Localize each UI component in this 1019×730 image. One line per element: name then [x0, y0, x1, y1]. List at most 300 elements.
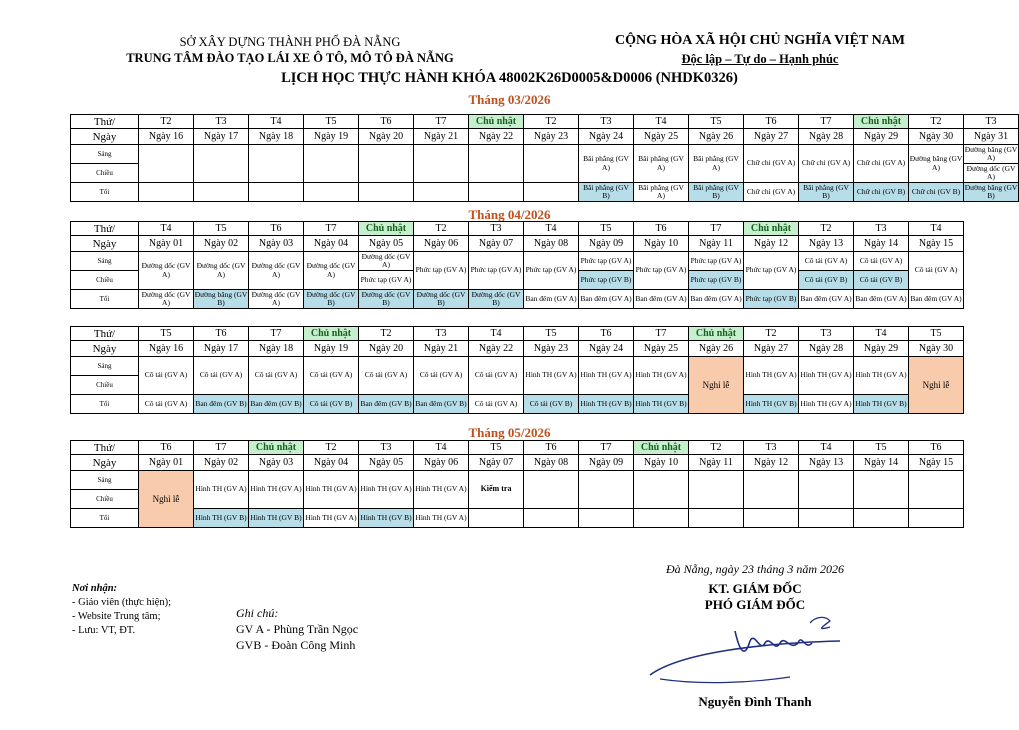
weekday-header: T6 — [249, 222, 304, 236]
session-evening-cell — [689, 509, 744, 528]
weekday-header: T3 — [194, 115, 249, 129]
weekday-header: T6 — [359, 115, 414, 129]
empty-spacer — [964, 252, 1019, 271]
session-day-cell — [854, 471, 909, 509]
weekday-header: T6 — [744, 115, 799, 129]
date-header: Ngày 25 — [634, 341, 689, 357]
date-header: Ngày 11 — [689, 455, 744, 471]
session-day-cell — [524, 471, 579, 509]
weekday-header: T3 — [854, 222, 909, 236]
session-evening-cell — [469, 509, 524, 528]
session-day-cell: Hình TH (GV A) — [359, 471, 414, 509]
empty-spacer — [964, 455, 1019, 471]
weekday-header: T2 — [524, 115, 579, 129]
session-day-cell: Hình TH (GV A) — [194, 471, 249, 509]
date-header: Ngày 13 — [799, 236, 854, 252]
session-morning-cell: Đường băng (GV A) — [964, 144, 1018, 162]
month-title: Tháng 04/2026 — [468, 207, 551, 222]
row-label-chieu: Chiều — [71, 164, 139, 183]
session-day-cell: Chữ chi (GV A) — [799, 145, 854, 183]
session-day-cell: Bãi phẳng (GV A) — [634, 145, 689, 183]
date-header: Ngày 26 — [689, 341, 744, 357]
session-evening-cell: Chữ chi (GV A) — [744, 183, 799, 202]
empty-spacer — [964, 327, 1019, 341]
weekday-header: T2 — [139, 115, 194, 129]
sign-role-1: KT. GIÁM ĐỐC — [708, 581, 802, 596]
session-morning-cell: Cô tải (GV A) — [799, 252, 854, 271]
empty-spacer — [964, 271, 1019, 290]
session-evening-cell — [524, 509, 579, 528]
row-label-thu: Thứ/ — [71, 327, 139, 341]
sunday-label: Chủ nhật — [365, 223, 407, 234]
date-header: Ngày 07 — [469, 455, 524, 471]
session-evening-cell: Ban đêm (GV A) — [634, 290, 689, 309]
national-title: CỘNG HÒA XÃ HỘI CHỦ NGHĨA VIỆT NAM — [614, 33, 905, 48]
date-header: Ngày 20 — [359, 341, 414, 357]
empty-spacer — [964, 471, 1019, 490]
session-evening-cell: Cô tải (GV B) — [304, 395, 359, 414]
session-evening-cell: Đường dốc (GV A) — [139, 290, 194, 309]
sunday-label: Chủ nhật — [310, 328, 352, 339]
session-evening-cell — [194, 183, 249, 202]
weekday-header: T4 — [414, 441, 469, 455]
weekday-header: T5 — [139, 327, 194, 341]
session-evening-cell: Đường dốc (GV B) — [304, 290, 359, 309]
session-evening-cell: Ban đêm (GV B) — [194, 395, 249, 414]
session-day-cell — [414, 145, 469, 183]
weekday-header: T5 — [579, 222, 634, 236]
session-evening-cell: Hình TH (GV B) — [579, 395, 634, 414]
session-day-cell — [359, 145, 414, 183]
row-label-chieu: Chiều — [71, 271, 139, 290]
weekday-header: T7 — [799, 115, 854, 129]
row-label-thu: Thứ/ — [71, 222, 139, 236]
session-evening-cell: Phức tạp (GV B) — [744, 290, 799, 309]
session-day-cell: Cô tải (GV A) — [909, 252, 964, 290]
date-header: Ngày 16 — [139, 341, 194, 357]
signature-block — [640, 562, 870, 710]
session-day-cell — [524, 145, 579, 183]
session-afternoon-cell: Phức tạp (GV B) — [689, 271, 744, 290]
weekday-header: T6 — [194, 327, 249, 341]
session-day-cell — [249, 145, 304, 183]
date-header: Ngày 13 — [799, 455, 854, 471]
date-header: Ngày 24 — [579, 129, 634, 145]
weekday-header — [854, 115, 909, 129]
date-header: Ngày 14 — [854, 236, 909, 252]
session-evening-cell — [524, 183, 579, 202]
session-morning-cell: Phức tạp (GV A) — [689, 252, 744, 271]
holiday-cell: Nghỉ lễ — [909, 357, 964, 414]
weekday-header: T7 — [579, 441, 634, 455]
session-day-cell — [194, 145, 249, 183]
date-header: Ngày 08 — [524, 455, 579, 471]
session-evening-cell: Chữ chi (GV B) — [909, 183, 964, 202]
session-evening-cell: Ban đêm (GV B) — [249, 395, 304, 414]
date-header: Ngày 17 — [194, 341, 249, 357]
session-evening-cell — [799, 509, 854, 528]
date-header: Ngày 28 — [799, 129, 854, 145]
row-label-ngay: Ngày — [71, 341, 139, 357]
session-evening-cell: Cô tải (GV A) — [469, 395, 524, 414]
date-header: Ngày 23 — [524, 129, 579, 145]
date-header: Ngày 26 — [689, 129, 744, 145]
document-title: LỊCH HỌC THỰC HÀNH KHÓA 48002K26D0005&D0006 (NHDK0326) — [281, 70, 738, 86]
sunday-label: Chủ nhật — [475, 116, 517, 127]
weekday-header: T3 — [469, 222, 524, 236]
weekday-header: T5 — [689, 115, 744, 129]
date-header: Ngày 24 — [579, 341, 634, 357]
session-day-cell — [909, 471, 964, 509]
date-header: Ngày 30 — [909, 341, 964, 357]
date-header: Ngày 17 — [194, 129, 249, 145]
weekday-header: T5 — [194, 222, 249, 236]
date-header: Ngày 18 — [249, 129, 304, 145]
issuer-department: SỞ XÂY DỰNG THÀNH PHỐ ĐÀ NẴNG — [179, 35, 401, 49]
weekday-header: T5 — [854, 441, 909, 455]
session-evening-cell — [469, 183, 524, 202]
date-header: Ngày 09 — [579, 236, 634, 252]
session-evening-cell: Đường dốc (GV B) — [414, 290, 469, 309]
session-day-cell: Đường dốc (GV A) — [249, 252, 304, 290]
notes-title: Ghi chú: — [236, 606, 279, 620]
row-label-thu: Thứ/ — [71, 115, 139, 129]
session-evening-cell — [359, 183, 414, 202]
note-item: GVB - Đoàn Công Minh — [236, 638, 356, 652]
weekday-header: T4 — [524, 222, 579, 236]
weekday-header: T3 — [414, 327, 469, 341]
session-day-cell: Đường dốc (GV A) — [304, 252, 359, 290]
session-day-cell — [689, 471, 744, 509]
month-title: Tháng 05/2026 — [468, 425, 551, 440]
weekday-header: T6 — [139, 441, 194, 455]
weekday-header: T7 — [304, 222, 359, 236]
session-evening-cell — [854, 509, 909, 528]
weekday-header: T2 — [359, 327, 414, 341]
session-day-cell: Bãi phẳng (GV A) — [689, 145, 744, 183]
weekday-header — [469, 115, 524, 129]
session-evening-cell: Hình TH (GV B) — [854, 395, 909, 414]
row-label-toi: Tối — [71, 509, 139, 528]
recipients-title: Nơi nhận: — [72, 583, 118, 594]
weekday-header: T6 — [909, 441, 964, 455]
recipient-item: - Giáo viên (thực hiện); — [72, 597, 171, 608]
date-header: Ngày 06 — [414, 455, 469, 471]
session-evening-cell: Ban đêm (GV A) — [524, 290, 579, 309]
session-day-cell — [634, 471, 689, 509]
date-header: Ngày 23 — [524, 341, 579, 357]
row-label-chieu: Chiều — [71, 376, 139, 395]
session-evening-cell: Bãi phẳng (GV B) — [579, 183, 634, 202]
session-day-cell: Cô tải (GV A) — [139, 357, 194, 395]
date-header: Ngày 27 — [744, 129, 799, 145]
weekday-header — [249, 441, 304, 455]
session-afternoon-cell: Phức tạp (GV B) — [579, 271, 634, 290]
session-day-cell — [744, 471, 799, 509]
session-morning-cell: Cô tải (GV A) — [854, 252, 909, 271]
session-evening-cell: Ban đêm (GV B) — [359, 395, 414, 414]
weekday-header: T7 — [689, 222, 744, 236]
date-header: Ngày 29 — [854, 129, 909, 145]
schedule-table — [70, 114, 1019, 202]
date-header: Ngày 22 — [469, 341, 524, 357]
row-label-ngay: Ngày — [71, 236, 139, 252]
note-item: GV A - Phùng Trần Ngọc — [236, 622, 359, 636]
month-title: Tháng 03/2026 — [468, 92, 551, 107]
schedule-table — [70, 221, 1019, 309]
date-header: Ngày 04 — [304, 236, 359, 252]
date-header: Ngày 10 — [634, 455, 689, 471]
session-afternoon-cell: Phức tạp (GV A) — [359, 271, 414, 290]
session-evening-cell — [414, 183, 469, 202]
date-header: Ngày 25 — [634, 129, 689, 145]
row-label-toi: Tối — [71, 395, 139, 414]
issuer-center: TRUNG TÂM ĐÀO TẠO LÁI XE Ô TÔ, MÔ TÔ ĐÀ NẴNG — [126, 51, 454, 65]
sign-place-date: Đà Nẵng, ngày 23 tháng 3 năm 2026 — [666, 562, 844, 576]
session-evening-cell — [579, 509, 634, 528]
session-day-cell — [799, 471, 854, 509]
session-evening-cell: Đường dốc (GV A) — [249, 290, 304, 309]
weekday-header: T2 — [304, 441, 359, 455]
session-day-cell: Bãi phẳng (GV A) — [579, 145, 634, 183]
holiday-cell: Nghỉ lễ — [689, 357, 744, 414]
row-label-toi: Tối — [71, 183, 139, 202]
weekday-header: T2 — [414, 222, 469, 236]
session-evening-cell — [634, 509, 689, 528]
date-header: Ngày 03 — [249, 455, 304, 471]
session-day-cell: Hình TH (GV A) — [304, 471, 359, 509]
session-evening-cell: Hình TH (GV A) — [799, 395, 854, 414]
session-evening-cell: Hình TH (GV A) — [414, 509, 469, 528]
empty-spacer — [964, 509, 1019, 528]
weekday-header: T6 — [634, 222, 689, 236]
session-evening-cell — [139, 183, 194, 202]
recipient-item: - Website Trung tâm; — [72, 611, 161, 622]
session-day-cell: Hình TH (GV A) — [799, 357, 854, 395]
session-evening-cell: Đường dốc (GV B) — [469, 290, 524, 309]
empty-spacer — [964, 395, 1019, 414]
weekday-header: T2 — [744, 327, 799, 341]
weekday-header: T4 — [634, 115, 689, 129]
session-evening-cell: Ban đêm (GV A) — [909, 290, 964, 309]
date-header: Ngày 21 — [414, 129, 469, 145]
date-header: Ngày 19 — [304, 129, 359, 145]
date-header: Ngày 21 — [414, 341, 469, 357]
session-evening-cell: Bãi phẳng (GV B) — [689, 183, 744, 202]
session-day-cell: Đường dốc (GV A) — [194, 252, 249, 290]
session-day-cell: Đường băng (GV A) — [909, 145, 964, 183]
session-evening-cell: Hình TH (GV B) — [744, 395, 799, 414]
date-header: Ngày 01 — [139, 236, 194, 252]
row-label-ngay: Ngày — [71, 455, 139, 471]
schedule-table — [70, 440, 1019, 528]
session-evening-cell: Hình TH (GV B) — [194, 509, 249, 528]
weekday-header: T4 — [799, 441, 854, 455]
weekday-header: T5 — [524, 327, 579, 341]
row-label-thu: Thứ/ — [71, 441, 139, 455]
weekday-header: T6 — [579, 327, 634, 341]
row-label-ngay: Ngày — [71, 129, 139, 145]
weekday-header: T7 — [194, 441, 249, 455]
empty-spacer — [964, 222, 1019, 236]
issuer-block — [60, 34, 520, 66]
session-evening-cell: Bãi phẳng (GV A) — [634, 183, 689, 202]
date-header: Ngày 02 — [194, 236, 249, 252]
sunday-label: Chủ nhật — [860, 116, 902, 127]
weekday-header: T4 — [909, 222, 964, 236]
session-day-cell — [469, 145, 524, 183]
date-header: Ngày 06 — [414, 236, 469, 252]
sunday-label: Chủ nhật — [640, 442, 682, 453]
session-morning-cell: Phức tạp (GV A) — [579, 252, 634, 271]
session-evening-cell: Cô tải (GV A) — [139, 395, 194, 414]
date-header: Ngày 07 — [469, 236, 524, 252]
schedule-table — [70, 326, 1019, 414]
session-day-cell: Cô tải (GV A) — [359, 357, 414, 395]
empty-spacer — [964, 441, 1019, 455]
session-day-cell: Cô tải (GV A) — [249, 357, 304, 395]
session-day-cell: Hình TH (GV A) — [414, 471, 469, 509]
recipient-item: - Lưu: VT, ĐT. — [72, 625, 136, 636]
weekday-header: T2 — [689, 441, 744, 455]
date-header: Ngày 16 — [139, 129, 194, 145]
date-header: Ngày 10 — [634, 236, 689, 252]
empty-spacer — [964, 341, 1019, 357]
weekday-header: T4 — [249, 115, 304, 129]
session-day-cell: Hình TH (GV A) — [854, 357, 909, 395]
empty-spacer — [964, 376, 1019, 395]
session-afternoon-cell: Đường dốc (GV A) — [964, 164, 1019, 183]
empty-spacer — [964, 290, 1019, 309]
row-label-toi: Tối — [71, 290, 139, 309]
row-label-sang: Sáng — [71, 145, 139, 164]
date-header: Ngày 20 — [359, 129, 414, 145]
session-evening-cell: Ban đêm (GV A) — [799, 290, 854, 309]
session-day-cell: Phức tạp (GV A) — [634, 252, 689, 290]
session-day-cell: Hình TH (GV A) — [744, 357, 799, 395]
session-day-cell — [304, 145, 359, 183]
weekday-header: T3 — [579, 115, 634, 129]
session-day-cell: Phức tạp (GV A) — [469, 252, 524, 290]
session-day-cell: Cô tải (GV A) — [194, 357, 249, 395]
signer-name: Nguyễn Đình Thanh — [698, 694, 812, 709]
holiday-cell: Nghỉ lễ — [139, 471, 194, 528]
weekday-header: T6 — [524, 441, 579, 455]
date-header: Ngày 01 — [139, 455, 194, 471]
session-evening-cell: Hình TH (GV B) — [634, 395, 689, 414]
session-day-cell: Phức tạp (GV A) — [524, 252, 579, 290]
row-label-sang: Sáng — [71, 471, 139, 490]
session-evening-cell — [744, 509, 799, 528]
weekday-header — [744, 222, 799, 236]
date-header: Ngày 15 — [909, 236, 964, 252]
handwritten-signature — [640, 613, 870, 689]
date-header: Ngày 03 — [249, 236, 304, 252]
session-day-cell — [139, 145, 194, 183]
session-evening-cell: Cô tải (GV B) — [524, 395, 579, 414]
session-day-cell: Phức tạp (GV A) — [414, 252, 469, 290]
sunday-label: Chủ nhật — [255, 442, 297, 453]
row-label-chieu: Chiều — [71, 490, 139, 509]
date-header: Ngày 02 — [194, 455, 249, 471]
weekday-header: T5 — [909, 327, 964, 341]
date-header: Ngày 04 — [304, 455, 359, 471]
session-afternoon-cell: Cô tải (GV B) — [799, 271, 854, 290]
date-header: Ngày 09 — [579, 455, 634, 471]
date-header: Ngày 28 — [799, 341, 854, 357]
national-motto-block — [560, 32, 960, 68]
date-header: Ngày 08 — [524, 236, 579, 252]
date-header: Ngày 30 — [909, 129, 964, 145]
session-day-cell: Phức tạp (GV A) — [744, 252, 799, 290]
date-header: Ngày 29 — [854, 341, 909, 357]
empty-spacer — [964, 236, 1019, 252]
notes-block — [236, 605, 358, 653]
session-evening-cell: Bãi phẳng (GV B) — [799, 183, 854, 202]
session-day-cell: Cô tải (GV A) — [304, 357, 359, 395]
weekday-header: T4 — [854, 327, 909, 341]
session-evening-cell — [249, 183, 304, 202]
session-day-cell: Hình TH (GV A) — [579, 357, 634, 395]
date-header: Ngày 19 — [304, 341, 359, 357]
session-day-cell: Cô tải (GV A) — [469, 357, 524, 395]
session-day-cell: Hình TH (GV A) — [524, 357, 579, 395]
session-afternoon-cell: Cô tải (GV B) — [854, 271, 909, 290]
weekday-header: T7 — [634, 327, 689, 341]
recipients-block — [72, 582, 171, 638]
row-label-sang: Sáng — [71, 357, 139, 376]
session-evening-cell — [304, 183, 359, 202]
date-header: Ngày 22 — [469, 129, 524, 145]
session-evening-cell: Đường băng (GV B) — [194, 289, 248, 307]
weekday-header: T5 — [304, 115, 359, 129]
session-day-cell: Chữ chi (GV A) — [854, 145, 909, 183]
session-evening-cell: Đường băng (GV B) — [964, 182, 1018, 200]
session-day-cell: Hình TH (GV A) — [634, 357, 689, 395]
weekday-header: T2 — [909, 115, 964, 129]
weekday-header: T2 — [799, 222, 854, 236]
sign-role-2: PHÓ GIÁM ĐỐC — [704, 597, 806, 612]
row-label-sang: Sáng — [71, 252, 139, 271]
date-header: Ngày 05 — [359, 236, 414, 252]
weekday-header — [359, 222, 414, 236]
sunday-label: Chủ nhật — [695, 328, 737, 339]
weekday-header: T3 — [744, 441, 799, 455]
date-header: Ngày 11 — [689, 236, 744, 252]
date-header: Ngày 05 — [359, 455, 414, 471]
session-evening-cell: Hình TH (GV A) — [304, 509, 359, 528]
date-header: Ngày 18 — [249, 341, 304, 357]
weekday-header: T7 — [249, 327, 304, 341]
date-header: Ngày 14 — [854, 455, 909, 471]
date-header: Ngày 12 — [744, 236, 799, 252]
session-morning-cell: Đường dốc (GV A) — [359, 252, 414, 271]
session-day-cell — [579, 471, 634, 509]
session-day-cell: Chữ chi (GV A) — [744, 145, 799, 183]
session-day-cell: Cô tải (GV A) — [414, 357, 469, 395]
session-day-cell: Hình TH (GV A) — [249, 471, 304, 509]
session-evening-cell: Đường dốc (GV B) — [359, 290, 414, 309]
session-evening-cell: Hình TH (GV B) — [359, 509, 414, 528]
date-header: Ngày 12 — [744, 455, 799, 471]
weekday-header: T3 — [359, 441, 414, 455]
weekday-header — [304, 327, 359, 341]
weekday-header: T3 — [799, 327, 854, 341]
weekday-header: T7 — [414, 115, 469, 129]
session-evening-cell: Ban đêm (GV A) — [579, 290, 634, 309]
date-header: Ngày 15 — [909, 455, 964, 471]
weekday-header — [634, 441, 689, 455]
